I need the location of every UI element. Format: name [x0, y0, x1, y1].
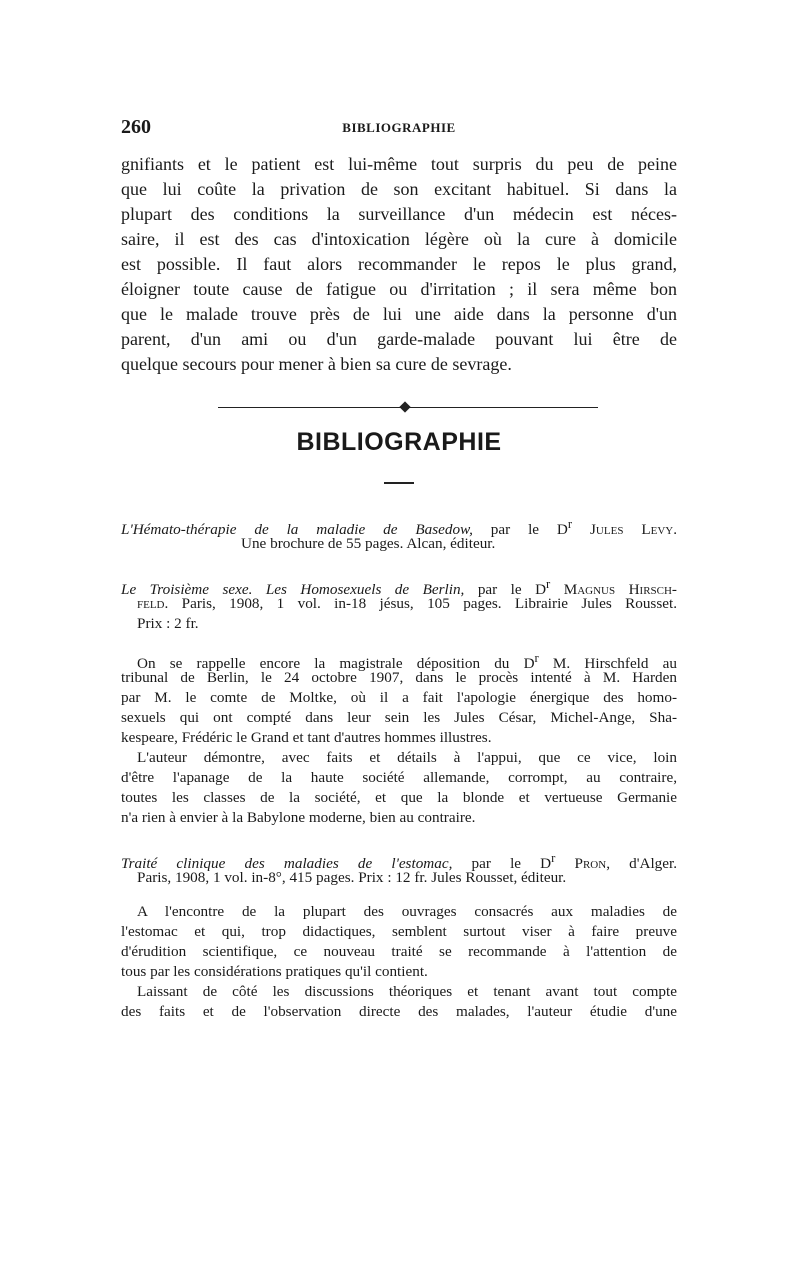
- entry-details: Paris, 1908, 1 vol. in-18 jésus, 105 pages. Librairie Jules Rousset.: [168, 595, 677, 612]
- entry-author: Jules Levy.: [572, 521, 678, 539]
- bibliography-entry: Le Troisième sexe. Les Homosexuels de Berlin, par le $D^r$ Magnus Hirsch- feld. Paris, 1908, 1 vol. in-18 jésus, 105 pages. Librairie Jules Rousset. Prix : 2 fr.: [121, 577, 677, 632]
- diamond-ornament-icon: [399, 401, 410, 412]
- entry-title: L'Hémato-thérapie de la maladie de Basedow,: [121, 521, 473, 539]
- entry-details: Paris, 1908, 1 vol. in-8°, 415 pages. Prix : 12 fr. Jules Rousset, éditeur.: [137, 869, 567, 886]
- body-line: plupart des conditions la surveillance d'un médecin est néces-: [121, 204, 677, 224]
- bibliography-entry: Traité clinique des maladies de l'estomac, par le $D^r$ Pron, d'Alger. Paris, 1908, 1 vol. in-8°, 415 pages. Prix : 12 fr. Jules Rousset, éditeur.: [121, 851, 678, 886]
- ornamental-rule: [218, 402, 598, 414]
- body-paragraph: [121, 152, 677, 377]
- body-line: est possible. Il faut alors recommander le repos le plus grand,: [121, 254, 677, 274]
- body-line: éloigner toute cause de fatigue ou d'irritation ; il sera même bon: [121, 279, 677, 299]
- entry-title: Traité clinique des maladies de l'estomac,: [121, 855, 453, 873]
- running-head: [121, 116, 677, 140]
- body-line: saire, il est des cas d'intoxication légère où la cure à domicile: [121, 229, 677, 249]
- title-underline: [384, 482, 414, 484]
- bibliography-entries: [121, 514, 677, 1022]
- review-paragraph: On se rappelle encore la magistrale déposition du $D^r$ M. Hirschfeld au tribunal de Berlin, le 24 octobre 1907, dans le procès intenté à M. Harden par M. le comte de Moltke, où il a fait l'apologie énergique des homo- sexuels qui ont compté dans leur sein les Jules César, Michel-Ange, Sha- kespeare, Frédéric le Grand et tant d'autres hommes illustres. L'auteur démontre, avec faits et détails à l'appui, que ce vice, loin d'être l'apanage de la haute société allemande, corrompt, au contraire, toutes les classes de la société, et que la blonde et vertueuse Germanie n'a rien à envier à la Babylone moderne, bien au contraire.: [121, 651, 677, 826]
- entry-details: Une brochure de 55 pages. Alcan, éditeur.: [241, 535, 496, 552]
- body-line: que lui coûte la privation de son excitant habituel. Si dans la: [121, 179, 677, 199]
- entry-title: Le Troisième sexe. Les Homosexuels de Berlin,: [121, 581, 465, 599]
- entry-author: Pron,: [555, 855, 610, 873]
- bibliography-entry: L'Hémato-thérapie de la maladie de Basedow, par le $D^r$ Jules Levy. Une brochure de 55 pages. Alcan, éditeur.: [121, 517, 678, 552]
- body-line: gnifiants et le patient est lui-même tout surpris du peu de peine: [121, 154, 677, 174]
- running-title: BIBLIOGRAPHIE: [342, 120, 456, 135]
- body-line: parent, d'un ami ou d'un garde-malade pouvant lui être de: [121, 329, 677, 349]
- review-paragraph: A l'encontre de la plupart des ouvrages consacrés aux maladies de l'estomac et qui, trop didactiques, semblent surtout viser à faire preuve d'érudition scientifique, ce nouveau traité se recommande à l'attention de tous par les considérations pratiques qu'il contient. Laissant de côté les discussions théoriques et tenant avant tout compte des faits et de l'observation directe des malades, l'auteur étudie d'une: [121, 903, 677, 1020]
- body-line: que le malade trouve près de lui une aide dans la personne d'un: [121, 304, 677, 324]
- page-number: 260: [121, 116, 151, 138]
- body-line: quelque secours pour mener à bien sa cure de sevrage.: [121, 354, 512, 374]
- section-title: BIBLIOGRAPHIE: [296, 428, 502, 456]
- entry-author: Magnus Hirsch-: [550, 581, 677, 599]
- entry-price: Prix : 2 fr.: [137, 615, 199, 632]
